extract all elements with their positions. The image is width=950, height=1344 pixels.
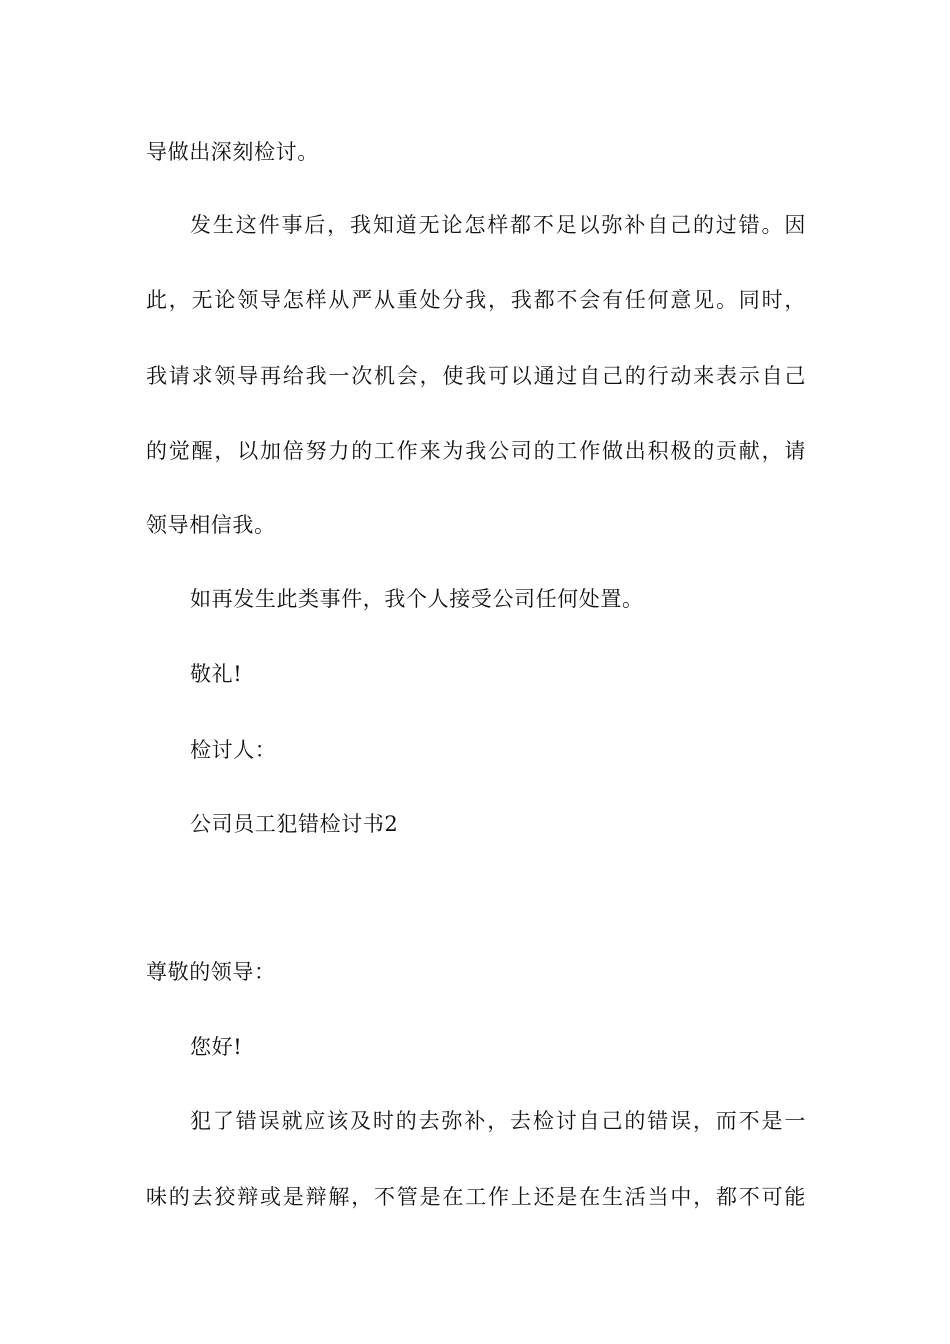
- section-title: 公司员工犯错检讨书2: [190, 812, 399, 836]
- paragraph-line: 发生这件事后，我知道无论怎样都不足以弥补自己的过错。因: [190, 213, 806, 237]
- signature-label: 检讨人：: [190, 738, 277, 762]
- paragraph-line: 导做出深刻检讨。: [146, 140, 319, 164]
- paragraph-line: 领导相信我。: [146, 513, 276, 537]
- greeting: 您好!: [190, 1035, 243, 1059]
- paragraph-line: 味的去狡辩或是辩解，不管是在工作上还是在生活当中，都不可能: [146, 1185, 806, 1209]
- paragraph-line: 犯了错误就应该及时的去弥补，去检讨自己的错误，而不是一: [190, 1109, 806, 1133]
- closing-salutation: 敬礼!: [190, 662, 243, 686]
- paragraph-line: 此，无论领导怎样从严从重处分我，我都不会有任何意见。同时，: [146, 288, 806, 312]
- paragraph-line: 我请求领导再给我一次机会，使我可以通过自己的行动来表示自己: [146, 364, 806, 388]
- paragraph-line: 如再发生此类事件，我个人接受公司任何处置。: [190, 587, 644, 611]
- salutation: 尊敬的领导：: [146, 960, 276, 984]
- paragraph-line: 的觉醒，以加倍努力的工作来为我公司的工作做出积极的贡献，请: [146, 439, 806, 463]
